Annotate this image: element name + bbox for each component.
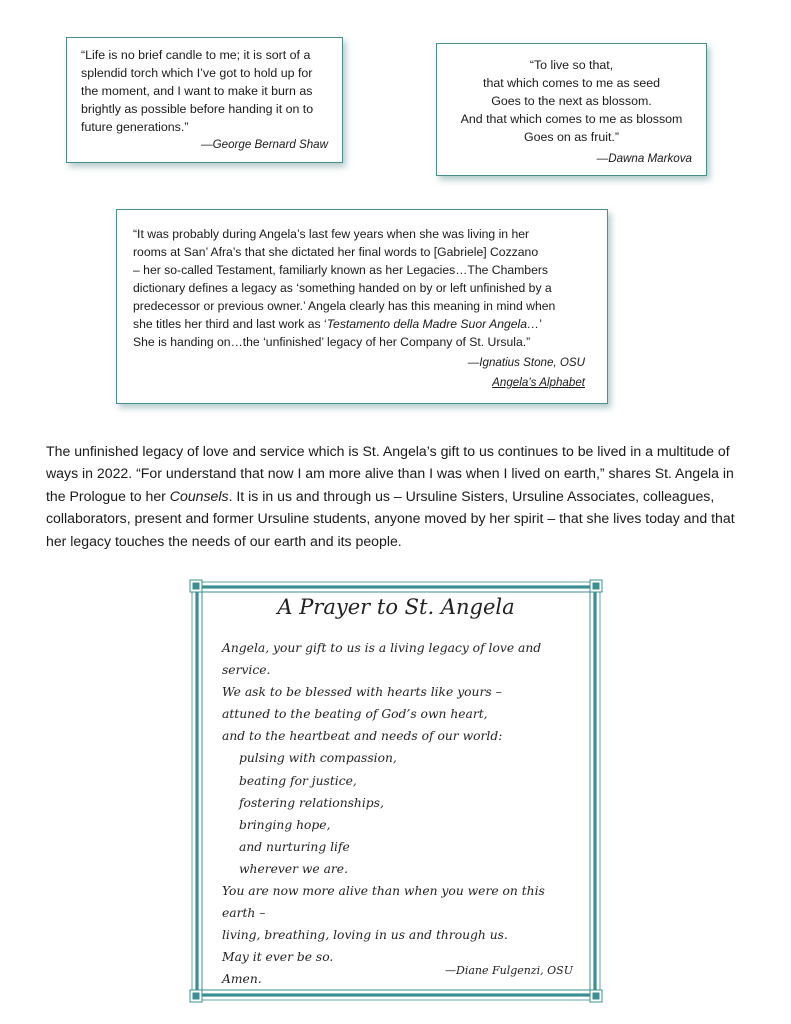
prayer-line: living, breathing, loving in us and through us.: [222, 928, 508, 943]
quote-source: Angela’s Alphabet: [492, 376, 585, 389]
prayer-line: Angela, your gift to us is a living legacy of love and service.: [222, 641, 542, 678]
prayer-line: You are now more alive than when you were on this earth –: [222, 884, 545, 921]
quote-box-shaw: [66, 37, 343, 163]
quote-text-part: ’ She is handing on…the ‘unfinished’ legacy of her Company of St. Ursula.”: [133, 317, 542, 349]
quote-text-part: “It was probably during Angela’s last few years when she was living in her rooms at San’ Afra’s that she dictated her final words to [Gabriele] Cozzano – her so-called Testament, familiarly known as her Legacies…The Chambers dictionary defines a legacy as ‘something handed on by or left unfinished by a predecessor or previous owner.’ Angela clearly has this meaning in mind when she titles her third and last work as ‘: [133, 227, 556, 331]
prayer-line: beating for justice,: [239, 773, 357, 788]
prayer-line: May it ever be so.: [222, 950, 334, 965]
quote-attribution: —Dawna Markova: [596, 152, 692, 165]
quote-box-markova: [436, 43, 707, 176]
paragraph-text: The unfinished legacy of love and service which is St. Angela’s gift to us continues to be lived in a multitude of ways in 2022. “For understand that now I am more alive than I was when I lived on earth,” shares St. Angela in the Prologue to her: [46, 443, 734, 504]
prayer-line: pulsing with compassion,: [239, 751, 397, 766]
body-paragraph: [46, 440, 756, 552]
paragraph-text: . It is in us and through us – Ursuline Sisters, Ursuline Associates, colleagues, collaborators, present and former Ursuline students, anyone moved by her spirit – that she lives today and that her legacy touches the needs of our earth and its people.: [46, 487, 735, 549]
paragraph-italic: Counsels: [169, 487, 229, 504]
prayer-frame: [189, 579, 603, 1003]
prayer-line: attuned to the beating of God’s own heart,: [222, 707, 488, 722]
quote-italic-title: Testamento della Madre Suor Angela…: [326, 317, 540, 331]
quote-text: “Life is no brief candle to me; it is sort of a splendid torch which I’ve got to hold up for the moment, and I want to make it burn as brightly as possible before handing it on to future generations.”: [81, 48, 314, 134]
quote-attribution: —Ignatius Stone, OSU: [467, 356, 585, 369]
prayer-line: Amen.: [222, 972, 262, 987]
prayer-line: and nurturing life: [239, 839, 350, 854]
quote-box-stone: [116, 209, 608, 404]
quote-attribution: —George Bernard Shaw: [201, 138, 328, 151]
prayer-line: and to the heartbeat and needs of our world:: [222, 729, 503, 744]
prayer-line: bringing hope,: [239, 817, 331, 832]
prayer-line: We ask to be blessed with hearts like yours –: [222, 685, 502, 700]
prayer-body: [222, 637, 582, 991]
prayer-line: wherever we are.: [239, 861, 348, 876]
quote-text: “To live so that, that which comes to me as seed Goes to the next as blossom. And that which comes to me as blossom Goes on as fruit.”: [460, 58, 683, 144]
quote-text: [133, 225, 591, 351]
prayer-title: A Prayer to St. Angela: [277, 595, 515, 619]
prayer-attribution: —Diane Fulgenzi, OSU: [445, 964, 573, 977]
prayer-line: fostering relationships,: [239, 795, 384, 810]
